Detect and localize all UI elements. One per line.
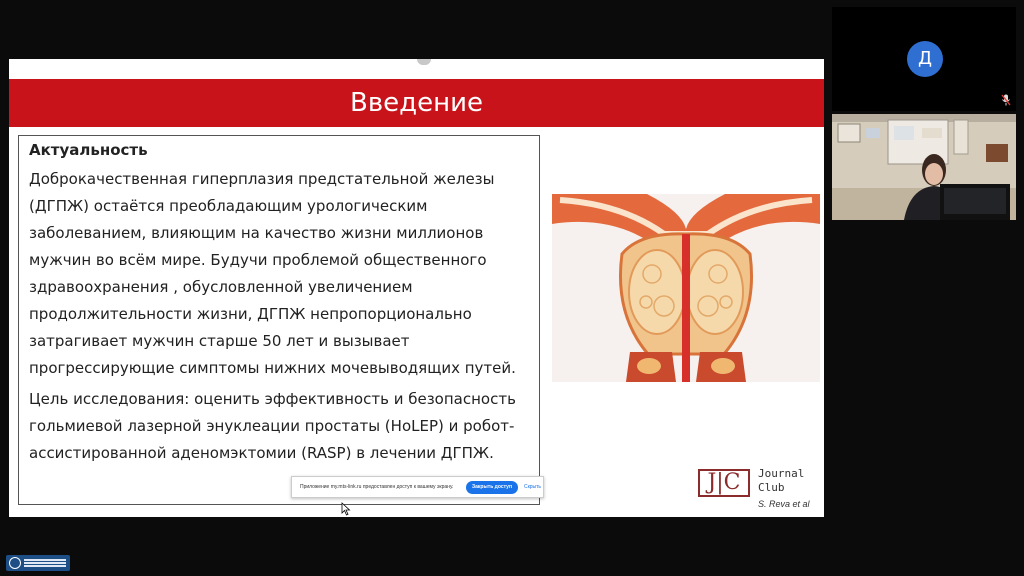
paragraph-aim: Цель исследования: оценить эффективность и безопасность гольмиевой лазерной энуклеации простаты (HoLEP) и робот-ассистированной аденомэктомии (RASP) в лечении ДГПЖ. <box>29 390 516 462</box>
presentation-slide <box>9 59 824 517</box>
journal-club-logo <box>698 469 818 517</box>
paragraph-relevance: Доброкачественная гиперплазия предстательной железы (ДГПЖ) остаётся преобладающим урологическим заболеванием, влияющим на качество жизни миллионов мужчин во всём мире. Будучи проблемой общественного здравоохранения , обусловленной увеличением продолжительности жизни, ДГПЖ непропорционально затрагивает мужчин старше 50 лет и вызывает прогрессирующие симптомы нижних мочевыводящих путей. <box>29 170 516 377</box>
participant-video-tile[interactable] <box>832 114 1016 220</box>
section-heading: Актуальность <box>29 141 148 159</box>
slide-title: Введение <box>9 79 824 127</box>
slide-top-strip <box>9 59 824 79</box>
screen-share-text: Приложение my.mts-link.ru предоставлен доступ к вашему экрану. <box>300 484 454 490</box>
mouse-cursor-icon <box>341 502 351 516</box>
logo-line-1: Journal <box>758 467 805 480</box>
logo-author: S. Reva et al <box>758 499 810 509</box>
stop-sharing-button[interactable]: Закрыть доступ <box>466 481 518 494</box>
screen-share-notice <box>291 476 544 498</box>
participant-tile[interactable] <box>832 7 1016 111</box>
microphone-muted-icon <box>1001 94 1011 106</box>
hide-notice-link[interactable]: Скрыть <box>523 484 542 490</box>
participant-avatar: Д <box>907 41 943 77</box>
organization-logo <box>6 555 70 571</box>
prostate-anatomy-image <box>552 194 820 382</box>
slide-text-box <box>18 135 540 505</box>
webcam-video <box>832 114 1016 220</box>
logo-line-2: Club <box>758 481 785 494</box>
logo-mark: J|C <box>698 469 750 497</box>
